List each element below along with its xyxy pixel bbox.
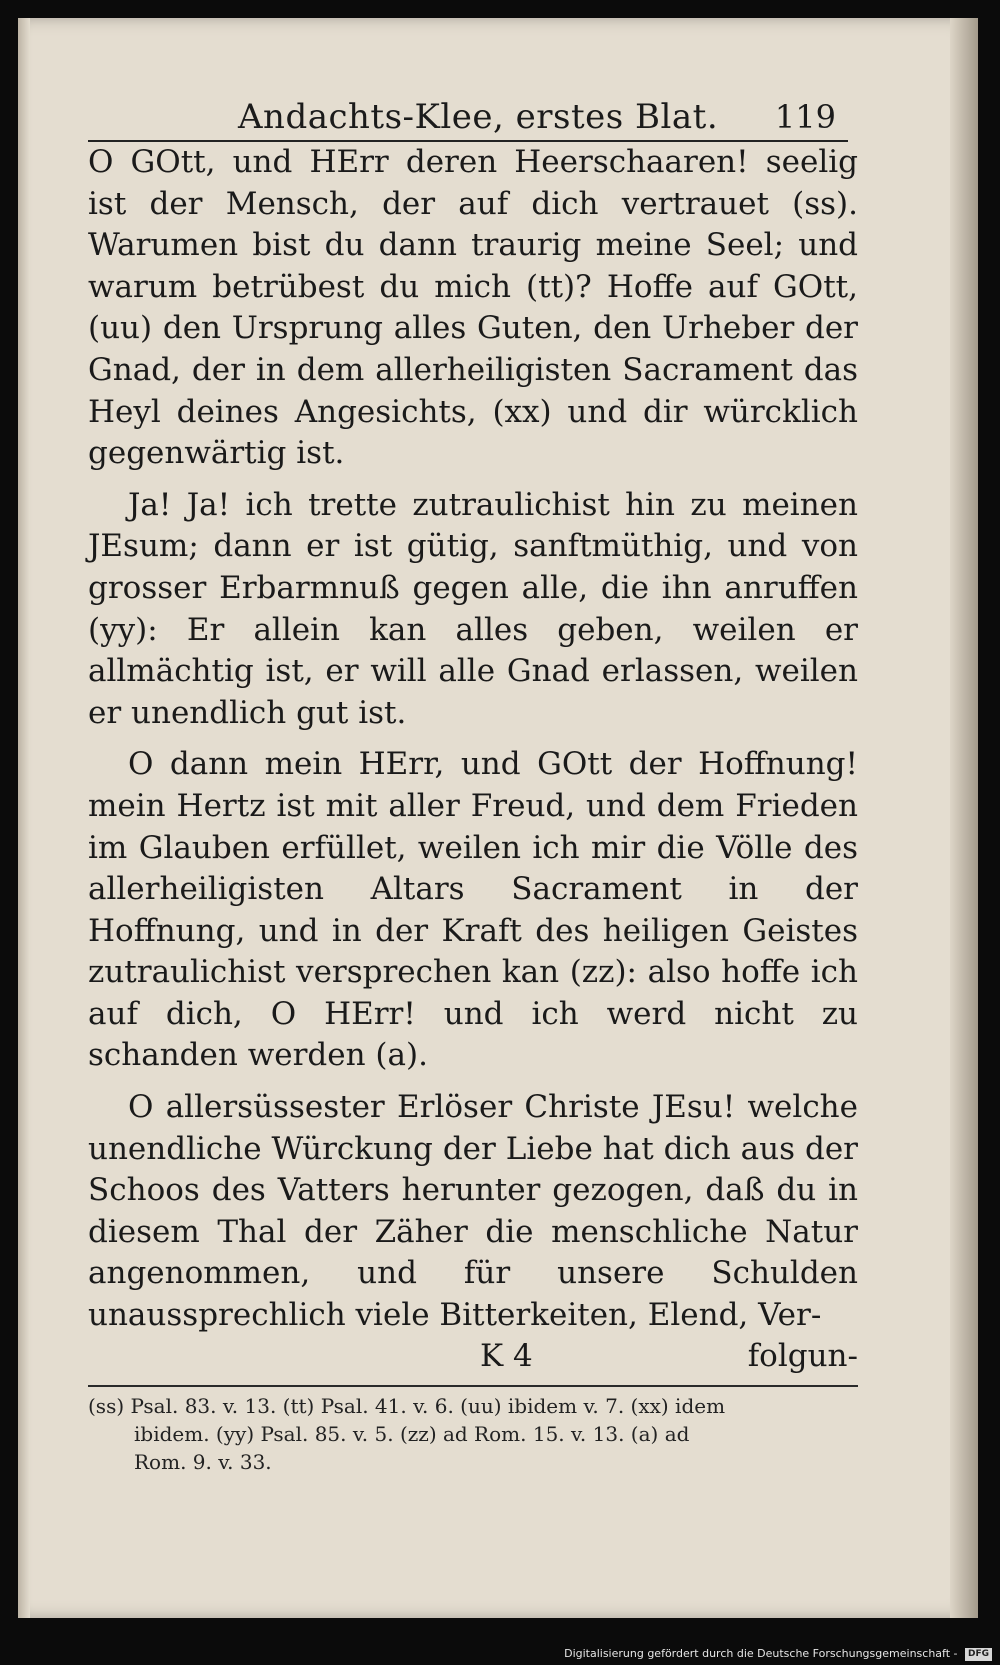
footnote-line: Rom. 9. v. 33. <box>134 1450 272 1474</box>
footnote-line: (ss) Psal. 83. v. 13. (tt) Psal. 41. v. 6. (uu) ibidem v. 7. (xx) idem <box>88 1394 726 1418</box>
digitization-credit <box>564 1645 992 1663</box>
page-edge <box>950 18 978 1618</box>
page-number: 119 <box>774 98 836 136</box>
catchword: folgun- <box>747 1338 858 1374</box>
credit-text: Digitalisierung gefördert durch die Deutsche Forschungsgemeinschaft - <box>564 1647 958 1660</box>
footnote-divider <box>88 1385 858 1387</box>
footnote-line: ibidem. (yy) Psal. 85. v. 5. (zz) ad Rom. 15. v. 13. (a) ad <box>134 1422 690 1446</box>
running-head <box>88 96 848 142</box>
paragraph: O allersüssester Erlöser Christe JEsu! welche unendliche Würckung der Liebe hat dich aus der Schoos des Vatters herunter gezogen, daß du in diesem Thal der Zäher die menschliche Natur angenommen, und für unsere Schulden unaussprechlich viele Bitterkeiten, Elend, Ver- <box>88 1089 858 1334</box>
page-gutter <box>18 18 30 1618</box>
dfg-logo-icon: DFG <box>965 1648 992 1661</box>
signature-line <box>88 1335 858 1377</box>
footnotes <box>88 1392 858 1476</box>
paragraph: O dann mein HErr, und GOtt der Hoffnung! mein Hertz ist mit aller Freud, und dem Frieden im Glauben erfüllet, weilen ich mir die Völle des allerheiligisten Altars Sacrament in der Hoffnung, und in der Kraft des heiligen Geistes zutraulichist versprechen kan (zz): also hoffe ich auf dich, O HErr! und ich werd nicht zu schanden werden (a). <box>88 746 858 1074</box>
signature-mark: K 4 <box>480 1338 533 1374</box>
running-head-title: Andachts-Klee, erstes Blat. <box>238 97 719 137</box>
body-text <box>88 142 858 1337</box>
paragraph: Ja! Ja! ich trette zutraulichist hin zu meinen JEsum; dann er ist gütig, sanftmüthig, und von grosser Erbarmnuß gegen alle, die ihn anruffen (yy): Er allein kan alles geben, weilen er allmächtig ist, er will alle Gnad erlassen, weilen er unendlich gut ist. <box>88 486 858 731</box>
paragraph: O GOtt, und HErr deren Heerschaaren! seelig ist der Mensch, der auf dich vertrauet (ss). Warumen bist du dann traurig meine Seel; und warum betrübest du mich (tt)? Hoffe auf GOtt, (uu) den Ursprung alles Guten, den Urheber der Gnad, der in dem allerheiligisten Sacrament das Heyl deines Angesichts, (xx) und dir würcklich gegenwärtig ist. <box>88 144 858 472</box>
